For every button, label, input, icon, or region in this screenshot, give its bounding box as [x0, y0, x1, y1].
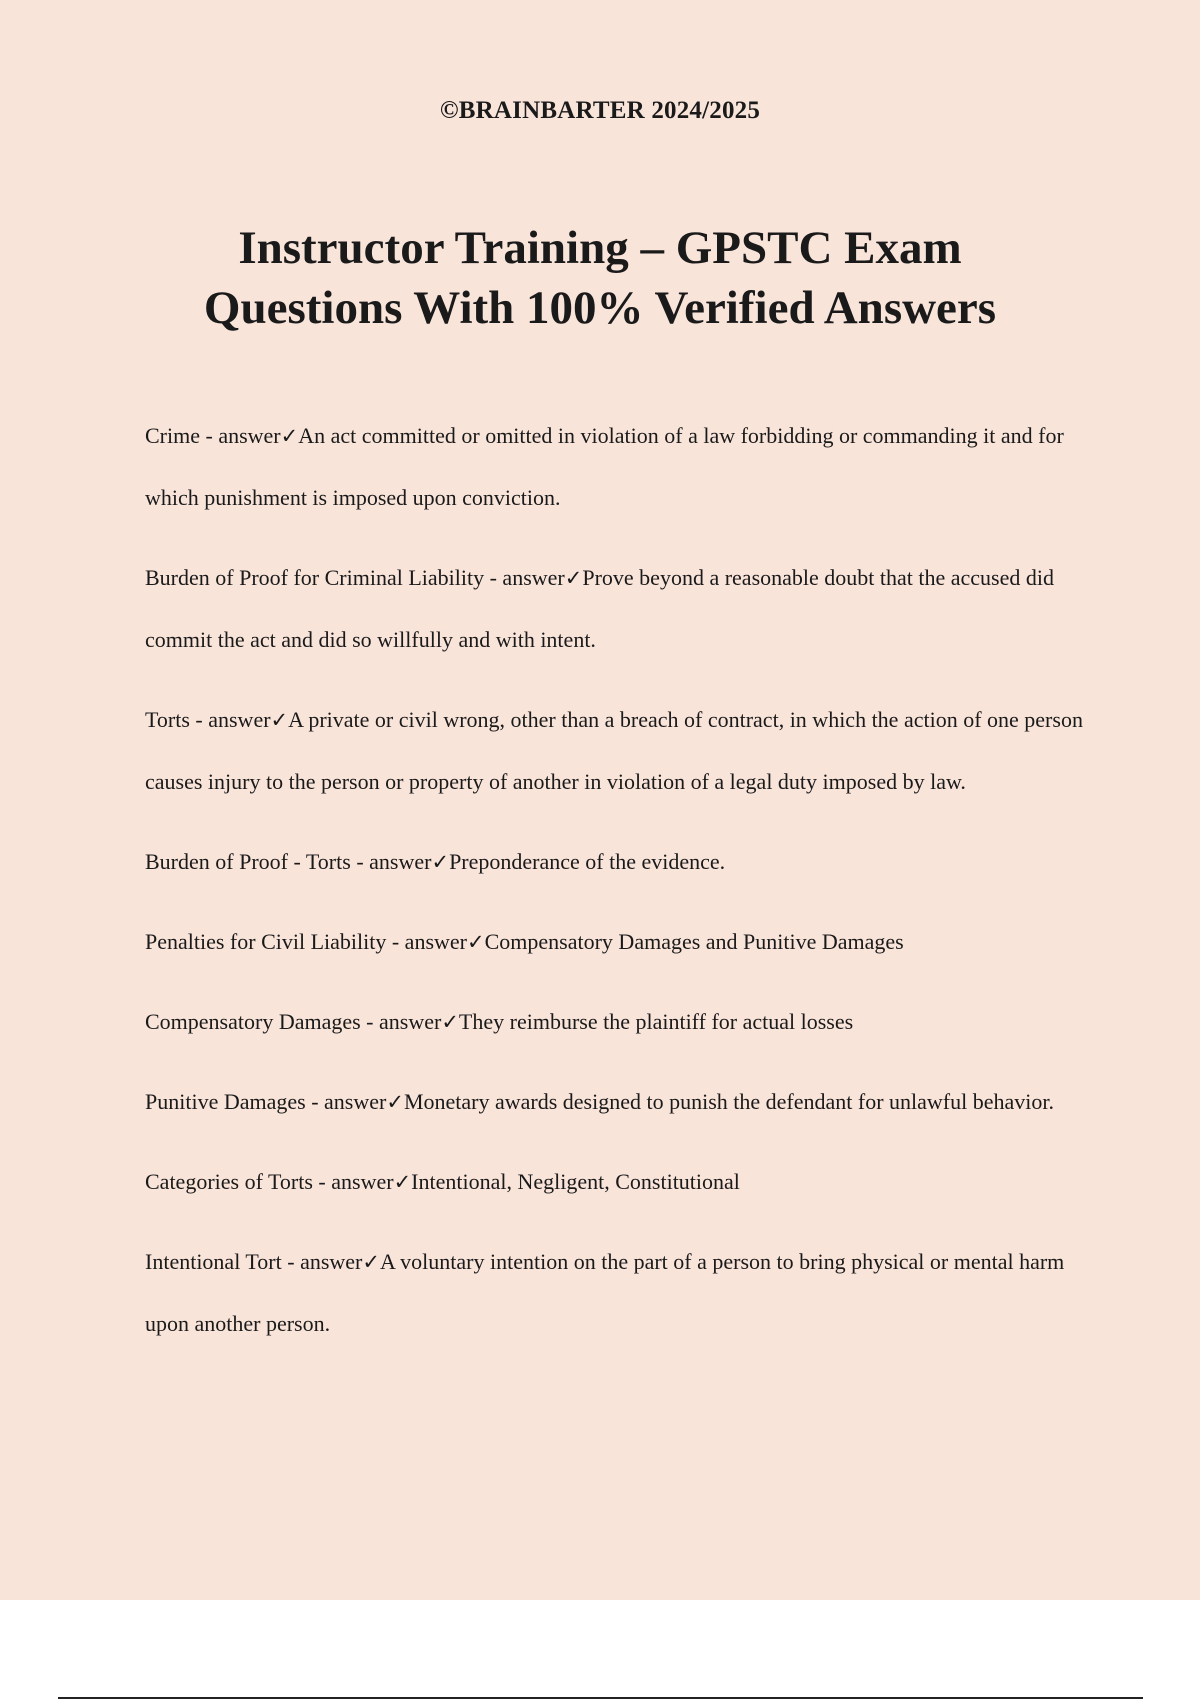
entry-term: Burden of Proof - Torts: [145, 849, 351, 874]
check-icon: ✓: [270, 708, 289, 732]
entry-separator: - answer: [281, 1249, 363, 1274]
qa-entry: [145, 547, 1095, 671]
entry-term: Torts: [145, 707, 190, 732]
entry-separator: - answer: [484, 565, 565, 590]
check-icon: ✓: [467, 930, 485, 954]
check-icon: ✓: [564, 566, 583, 590]
entry-separator: - answer: [350, 849, 432, 874]
title-line-2: Questions With 100% Verified Answers: [203, 282, 997, 334]
entry-separator: - answer: [200, 423, 281, 448]
qa-entry: [145, 1151, 1095, 1213]
entry-term: Crime: [145, 423, 200, 448]
entry-term: Burden of Proof for Criminal Liability: [145, 565, 485, 590]
entry-answer: A voluntary intention on the part of a person to bring physical or mental harm upon another person.: [145, 1249, 1065, 1336]
check-icon: ✓: [431, 850, 450, 874]
entry-answer: Prove beyond a reasonable doubt that the accused did commit the act and did so willfully and with intent.: [145, 565, 1054, 652]
qa-entry: [145, 1071, 1095, 1133]
entry-separator: - answer: [386, 929, 467, 954]
entry-answer: A private or civil wrong, other than a breach of contract, in which the action of one person causes injury to the person or property of another in violation of a legal duty imposed by law.: [145, 707, 1083, 794]
qa-entry: [145, 689, 1095, 813]
entry-answer: Compensatory Damages and Punitive Damages: [484, 929, 904, 954]
entry-term: Punitive Damages: [145, 1089, 306, 1114]
qa-entry: [145, 831, 1095, 893]
entry-term: Intentional Tort: [145, 1249, 282, 1274]
check-icon: ✓: [393, 1170, 412, 1194]
entry-separator: - answer: [189, 707, 271, 732]
qa-entry: [145, 405, 1095, 529]
entry-term: Compensatory Damages: [145, 1009, 361, 1034]
entry-separator: - answer: [312, 1169, 394, 1194]
footer-divider: [58, 1697, 1143, 1699]
entry-answer: Preponderance of the evidence.: [449, 849, 726, 874]
entry-term: Categories of Torts: [145, 1169, 313, 1194]
entry-separator: - answer: [360, 1009, 442, 1034]
check-icon: ✓: [441, 1010, 459, 1034]
copyright-header: ©BRAINBARTER 2024/2025: [439, 97, 761, 124]
check-icon: ✓: [386, 1090, 404, 1114]
entry-answer: They reimburse the plaintiff for actual losses: [458, 1009, 854, 1034]
qa-list: [145, 405, 1095, 1373]
qa-entry: [145, 1231, 1095, 1355]
entry-answer: Intentional, Negligent, Constitutional: [411, 1169, 740, 1194]
title-line-1: Instructor Training – GPSTC Exam: [238, 222, 962, 274]
qa-entry: [145, 991, 1095, 1053]
qa-entry: [145, 911, 1095, 973]
document-title: [100, 218, 1100, 338]
check-icon: ✓: [280, 424, 299, 448]
entry-answer: Monetary awards designed to punish the defendant for unlawful behavior.: [403, 1089, 1054, 1114]
check-icon: ✓: [362, 1250, 380, 1274]
entry-term: Penalties for Civil Liability: [145, 929, 387, 954]
entry-answer: An act committed or omitted in violation of a law forbidding or commanding it and for which punishment is imposed upon conviction.: [145, 423, 1064, 510]
entry-separator: - answer: [305, 1089, 387, 1114]
